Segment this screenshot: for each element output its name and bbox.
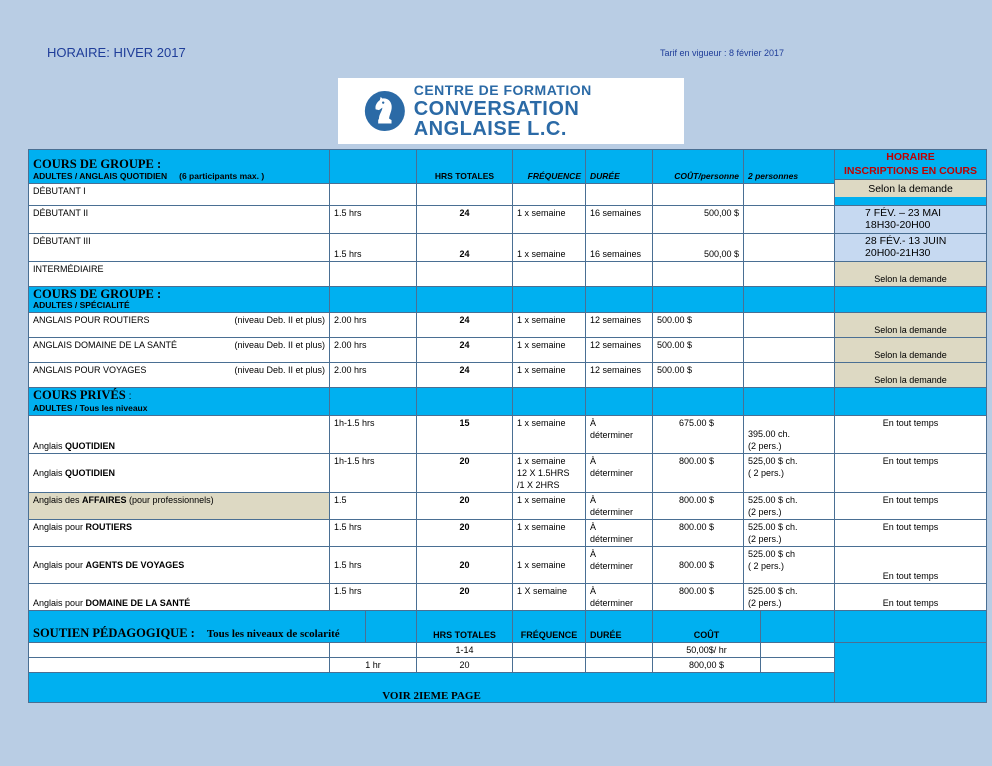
total-hours: 24 xyxy=(417,338,513,363)
course-name: DÉBUTANT III xyxy=(29,234,330,262)
course-level: (niveau Deb. II et plus) xyxy=(234,365,325,375)
tarif-date: Tarif en vigueur : 8 février 2017 xyxy=(660,48,785,58)
frequency: 1 x semaine xyxy=(513,493,586,520)
two-person-note: ( 2 pers.) xyxy=(748,561,785,571)
group2-header-row xyxy=(29,287,987,313)
table-row xyxy=(29,643,987,658)
table-row xyxy=(29,338,987,363)
course-name: DÉBUTANT I xyxy=(29,184,330,206)
group2-subtitle: ADULTES / SPÉCIALITÉ xyxy=(33,300,130,310)
course-name: ANGLAIS POUR ROUTIERS xyxy=(33,315,150,325)
two-person-note: (2 pers.) xyxy=(748,598,782,608)
frequency: 1 x semaine xyxy=(513,338,586,363)
two-person-cost: 395.00 ch. xyxy=(748,429,791,439)
frequency: 1 x semaine xyxy=(513,313,586,338)
logo-line1: CENTRE DE FORMATION xyxy=(413,82,592,98)
duration: 16 semaines xyxy=(586,234,653,262)
frequency: 1 x semaine xyxy=(517,456,566,466)
frequency: 1 x semaine xyxy=(513,547,586,584)
cost: 800.00 $ xyxy=(653,584,744,611)
duration: 12 semaines xyxy=(586,313,653,338)
course-prefix: Anglais des xyxy=(33,495,83,505)
soutien-levels: Tous les niveaux de scolarité xyxy=(206,628,340,640)
table-row xyxy=(29,493,987,520)
total-hours: 24 xyxy=(417,234,513,262)
course-name: INTERMÉDIAIRE xyxy=(29,262,330,287)
chess-knight-icon xyxy=(364,86,406,136)
group1-subtitle: ADULTES / ANGLAIS QUOTIDIEN xyxy=(33,171,168,181)
course-level: (niveau Deb. II et plus) xyxy=(234,315,325,325)
course-name: QUOTIDIEN xyxy=(65,468,116,478)
group1-h-freq: FRÉQUENCE xyxy=(513,150,586,184)
soutien-unit: 1 hr xyxy=(330,658,417,673)
schedule-table xyxy=(28,149,987,703)
course-prefix: Anglais pour xyxy=(33,522,86,532)
group1-h-hrs: HRS TOTALES xyxy=(417,150,513,184)
duration: 12 semaines xyxy=(586,363,653,388)
hours: 2.00 hrs xyxy=(330,363,417,388)
schedule: Selon la demande xyxy=(835,363,987,388)
course-name: DOMAINE DE LA SANTÉ xyxy=(85,598,191,608)
table-row xyxy=(29,520,987,547)
frequency: 1 x semaine xyxy=(513,363,586,388)
group1-h-dur: DURÉE xyxy=(586,150,653,184)
course-name: DÉBUTANT II xyxy=(29,206,330,234)
course-level: (niveau Deb. II et plus) xyxy=(234,340,325,350)
course-name: AGENTS DE VOYAGES xyxy=(85,560,185,570)
schedule: En tout temps xyxy=(835,584,987,611)
duration: À xyxy=(590,549,597,559)
total-hours: 24 xyxy=(417,363,513,388)
duration: À xyxy=(590,495,597,505)
table-row xyxy=(29,262,987,287)
course-prefix: Anglais xyxy=(33,441,66,451)
duration-detail: déterminer xyxy=(590,507,634,517)
two-person-cost: 525.00 $ ch. xyxy=(748,586,798,596)
total-hours: 15 xyxy=(417,416,513,454)
debutant1-schedule: Selon la demande xyxy=(835,179,986,197)
duration-detail: déterminer xyxy=(590,430,634,440)
group1-participants: (6 participants max. ) xyxy=(179,171,265,181)
duration: À xyxy=(590,522,597,532)
total-hours: 20 xyxy=(417,584,513,611)
total-hours: 20 xyxy=(417,520,513,547)
total-hours: 20 xyxy=(417,547,513,584)
soutien-h-freq: FRÉQUENCE xyxy=(513,611,586,643)
soutien-h-dur: DURÉE xyxy=(586,611,653,643)
cost: 500.00 $ xyxy=(653,313,744,338)
hours: 2.00 hrs xyxy=(330,338,417,363)
inscriptions-header: INSCRIPTIONS EN COURS xyxy=(844,165,978,177)
group2-title: COURS DE GROUPE : xyxy=(33,287,162,301)
schedule: Selon la demande xyxy=(835,313,987,338)
hours: 2.00 hrs xyxy=(330,313,417,338)
frequency: 1 x semaine xyxy=(513,206,586,234)
table-row xyxy=(29,584,987,611)
logo-line2: CONVERSATION ANGLAISE L.C. xyxy=(413,98,580,140)
hours: 1.5 hrs xyxy=(330,520,417,547)
prive-subtitle: ADULTES / Tous les niveaux xyxy=(33,403,148,413)
table-row xyxy=(29,363,987,388)
cost: 800.00 $ xyxy=(653,454,744,493)
two-person-cost: 525,00 $ ch. xyxy=(748,456,798,466)
schedule: Selon la demande xyxy=(835,262,987,287)
table-row xyxy=(29,416,987,454)
course-prefix: Anglais pour xyxy=(33,598,86,608)
group1-title: COURS DE GROUPE : xyxy=(33,157,162,171)
course-suffix: (pour professionnels) xyxy=(126,495,214,505)
course-name: ANGLAIS POUR VOYAGES xyxy=(33,365,147,375)
hours: 1h-1.5 hrs xyxy=(330,416,417,454)
schedule: En tout temps xyxy=(835,493,987,520)
hours: 1.5 xyxy=(330,493,417,520)
schedule: En tout temps xyxy=(835,454,987,493)
soutien-h-hrs: HRS TOTALES xyxy=(417,611,513,643)
course-name: QUOTIDIEN xyxy=(65,441,116,451)
cost: 800.00 $ xyxy=(653,493,744,520)
cost: 675.00 $ xyxy=(653,416,744,454)
duration: À xyxy=(590,456,597,466)
table-row xyxy=(29,206,987,234)
group1-header-row xyxy=(29,150,987,184)
schedule: Selon la demande xyxy=(835,338,987,363)
cost: 500,00 $ xyxy=(653,234,744,262)
frequency: 1 X semaine xyxy=(513,584,586,611)
total-hours: 20 xyxy=(417,454,513,493)
hours: 1.5 hrs xyxy=(330,234,417,262)
table-row xyxy=(29,234,987,262)
table-row xyxy=(29,547,987,584)
soutien-title: SOUTIEN PÉDAGOGIQUE : xyxy=(33,626,195,640)
course-name: ANGLAIS DOMAINE DE LA SANTÉ xyxy=(33,340,178,350)
hours: 1.5 hrs xyxy=(330,584,417,611)
soutien-cost: 800,00 $ xyxy=(653,658,761,673)
cost: 800.00 $ xyxy=(653,520,744,547)
two-person-cost: 525.00 $ ch xyxy=(748,549,796,559)
schedule-dates: 28 FÉV.- 13 JUIN xyxy=(865,235,947,247)
soutien-hours: 20 xyxy=(417,658,513,673)
duration: 12 semaines xyxy=(586,338,653,363)
cost: 800.00 $ xyxy=(653,547,744,584)
frequency: 1 x semaine xyxy=(513,520,586,547)
soutien-header-row xyxy=(29,611,987,643)
duration: À xyxy=(590,586,597,596)
horaire-header: HORAIRE xyxy=(886,151,935,163)
total-hours: 24 xyxy=(417,313,513,338)
group1-h-cost: COÛT/personne xyxy=(653,150,744,184)
cost: 500,00 $ xyxy=(653,206,744,234)
two-person-cost: 525.00 $ ch. xyxy=(748,522,798,532)
soutien-h-cost: COÛT xyxy=(653,611,761,643)
course-prefix: Anglais xyxy=(33,468,66,478)
cost: 500.00 $ xyxy=(653,363,744,388)
prive-title: COURS PRIVÉS xyxy=(33,388,126,402)
group1-subtitle-line xyxy=(33,170,325,182)
schedule: En tout temps xyxy=(835,416,987,454)
page-title: HORAIRE: HIVER 2017 xyxy=(47,45,186,60)
total-hours: 24 xyxy=(417,206,513,234)
prive-header-row xyxy=(29,388,987,416)
table-row xyxy=(29,313,987,338)
schedule-times: 20H00-21H30 xyxy=(865,247,931,259)
schedule-times: 18H30-20H00 xyxy=(865,219,931,231)
duration-detail: déterminer xyxy=(590,534,634,544)
schedule: En tout temps xyxy=(835,520,987,547)
course-prefix: Anglais pour xyxy=(33,560,86,570)
voir-2ieme-page-link[interactable]: VOIR 2IEME PAGE xyxy=(29,673,835,703)
table-row xyxy=(29,454,987,493)
hours: 1.5 hrs xyxy=(330,206,417,234)
duration-detail: déterminer xyxy=(590,561,634,571)
logo xyxy=(338,78,684,144)
two-person-note: (2 pers.) xyxy=(748,441,782,451)
duration-detail: déterminer xyxy=(590,598,634,608)
frequency: 1 x semaine xyxy=(513,416,586,454)
two-person-note: (2 pers.) xyxy=(748,507,782,517)
duration-detail: déterminer xyxy=(590,468,634,478)
hours: 1h-1.5 hrs xyxy=(330,454,417,493)
soutien-hours: 1-14 xyxy=(417,643,513,658)
group1-h-two: 2 personnes xyxy=(744,150,835,184)
soutien-cost: 50,00$/ hr xyxy=(653,643,761,658)
prive-colon: : xyxy=(125,390,132,402)
course-name: AFFAIRES xyxy=(82,495,127,505)
schedule-dates: 7 FÉV. – 23 MAI xyxy=(865,207,942,219)
hours: 1.5 hrs xyxy=(330,547,417,584)
duration: 16 semaines xyxy=(586,206,653,234)
frequency-detail: 12 X 1.5HRS xyxy=(517,468,570,478)
cost: 500.00 $ xyxy=(653,338,744,363)
two-person-cost: 525.00 $ ch. xyxy=(748,495,798,505)
two-person-note: (2 pers.) xyxy=(748,534,782,544)
schedule: En tout temps xyxy=(835,547,987,584)
course-name: ROUTIERS xyxy=(85,522,133,532)
frequency-detail-2: /1 X 2HRS xyxy=(517,480,560,490)
duration: À xyxy=(590,418,597,428)
total-hours: 20 xyxy=(417,493,513,520)
frequency: 1 x semaine xyxy=(513,234,586,262)
two-person-note: ( 2 pers.) xyxy=(748,468,785,478)
